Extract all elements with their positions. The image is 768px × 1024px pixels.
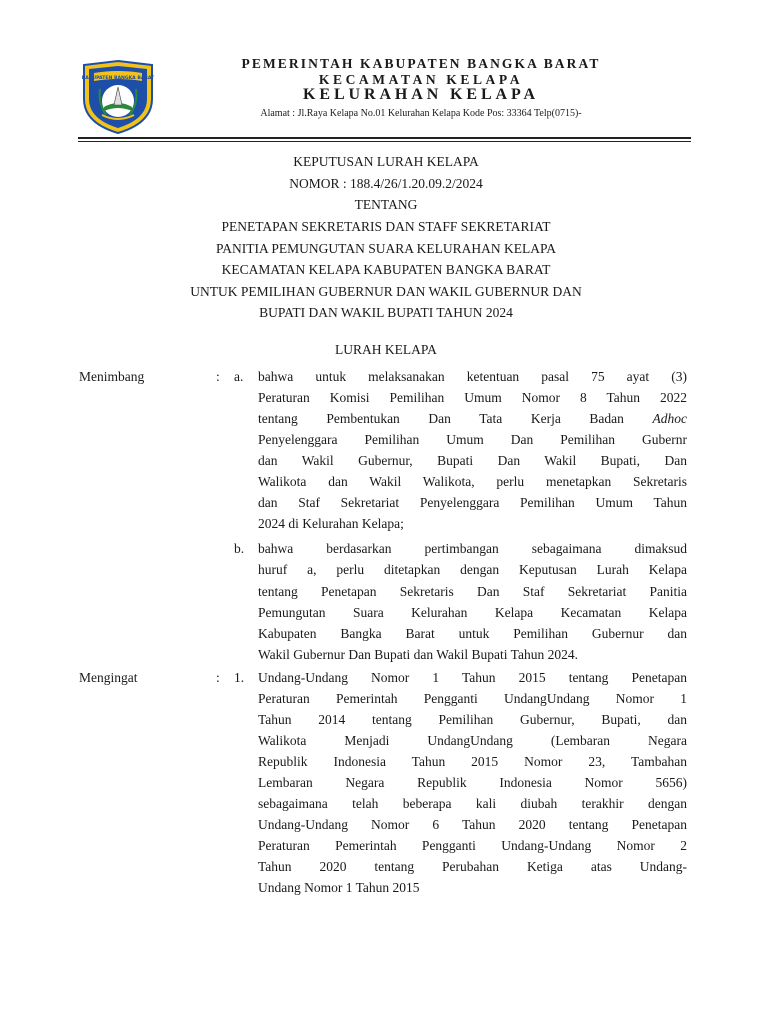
menimbang-a-line: dan Staf Sekretariat Penyelenggara Pemilihan Umum Tahun [258, 495, 687, 510]
decree-about-label: TENTANG [354, 197, 418, 212]
letterhead-divider-thin [78, 141, 691, 142]
mengingat-1-line: Peraturan Pemerintah Pengganti Undang-Undang Nomor 2 [258, 838, 687, 853]
mengingat-1-line: Lembaran Negara Republik Indonesia Nomor 5656) [258, 775, 687, 790]
menimbang-a-line: Penyelenggara Pemilihan Umum Dan Pemilihan Gubernr [258, 432, 687, 447]
mengingat-colon: : [216, 670, 220, 685]
mengingat-1-line: Tahun 2020 tentang Perubahan Ketiga atas Undang- [258, 859, 687, 874]
menimbang-colon: : [216, 369, 220, 384]
mengingat-1-line: Republik Indonesia Tahun 2015 Nomor 23, Tambahan [258, 754, 687, 769]
menimbang-b-line: Pemungutan Suara Kelurahan Kelapa Kecamatan Kelapa [258, 605, 687, 620]
menimbang-a-line: bahwa untuk melaksanakan ketentuan pasal 75 ayat (3) [258, 369, 687, 384]
decree-subject-line: PENETAPAN SEKRETARIS DAN STAFF SEKRETARIAT [221, 219, 551, 234]
mengingat-1-line: sebagaimana telah beberapa kali diubah terakhir dengan [258, 796, 687, 811]
letterhead-village: KELURAHAN KELAPA [303, 86, 539, 103]
mengingat-1-line: Peraturan Pemerintah Pengganti UndangUndang Nomor 1 [258, 691, 687, 706]
mengingat-1-line: Undang Nomor 1 Tahun 2015 [258, 880, 420, 895]
menimbang-item-marker: a. [234, 369, 244, 384]
decree-issuer: LURAH KELAPA [335, 342, 437, 357]
regency-emblem-logo [80, 59, 156, 135]
mengingat-item-marker: 1. [234, 670, 245, 685]
menimbang-a-line: dan Wakil Gubernur, Bupati Dan Wakil Bupati, Dan [258, 453, 687, 468]
letterhead-government: PEMERINTAH KABUPATEN BANGKA BARAT [241, 56, 601, 71]
menimbang-b-line: Wakil Gubernur Dan Bupati dan Wakil Bupati Tahun 2024. [258, 647, 578, 662]
mengingat-label: Mengingat [79, 670, 138, 685]
decree-subject-line: BUPATI DAN WAKIL BUPATI TAHUN 2024 [259, 305, 513, 320]
svg-text:KABUPATEN BANGKA BARAT: KABUPATEN BANGKA BARAT [81, 76, 155, 81]
mengingat-1-line: Undang-Undang Nomor 6 Tahun 2020 tentang Penetapan [258, 817, 687, 832]
menimbang-a-line: 2024 di Kelurahan Kelapa; [258, 516, 404, 531]
menimbang-b-line: Kabupaten Bangka Barat untuk Pemilihan Gubernur dan [258, 626, 687, 641]
letterhead-address: Alamat : Jl.Raya Kelapa No.01 Kelurahan Kelapa Kode Pos: 33364 Telp(0715)- [260, 108, 582, 119]
mengingat-1-line: Walikota Menjadi UndangUndang (Lembaran Negara [258, 733, 687, 748]
decree-number: NOMOR : 188.4/26/1.20.09.2/2024 [289, 176, 483, 191]
menimbang-a-line: tentang Pembentukan Dan Tata Kerja Badan Adhoc [258, 411, 687, 426]
menimbang-a-line: Peraturan Komisi Pemilihan Umum Nomor 8 Tahun 2022 [258, 390, 687, 405]
mengingat-1-line: Tahun 2014 tentang Pemilihan Gubernur, Bupati, dan [258, 712, 687, 727]
letterhead-district: KECAMATAN KELAPA [318, 72, 524, 87]
letterhead-divider-thick [78, 137, 691, 139]
decree-subject-line: PANITIA PEMUNGUTAN SUARA KELURAHAN KELAPA [216, 241, 556, 256]
menimbang-a-line: Walikota dan Wakil Walikota, perlu menetapkan Sekretaris [258, 474, 687, 489]
decree-subject-line: KECAMATAN KELAPA KABUPATEN BANGKA BARAT [221, 262, 551, 277]
menimbang-b-line: huruf a, perlu ditetapkan dengan Keputusan Lurah Kelapa [258, 562, 687, 577]
menimbang-item-marker: b. [234, 541, 245, 556]
menimbang-b-line: tentang Penetapan Sekretaris Dan Staf Sekretariat Panitia [258, 584, 687, 599]
decree-subject-line: UNTUK PEMILIHAN GUBERNUR DAN WAKIL GUBERNUR DAN [190, 284, 582, 299]
decree-title: KEPUTUSAN LURAH KELAPA [293, 154, 479, 169]
menimbang-b-line: bahwa berdasarkan pertimbangan sebagaimana dimaksud [258, 541, 687, 556]
mengingat-1-line: Undang-Undang Nomor 1 Tahun 2015 tentang Penetapan [258, 670, 687, 685]
menimbang-label: Menimbang [79, 369, 145, 384]
